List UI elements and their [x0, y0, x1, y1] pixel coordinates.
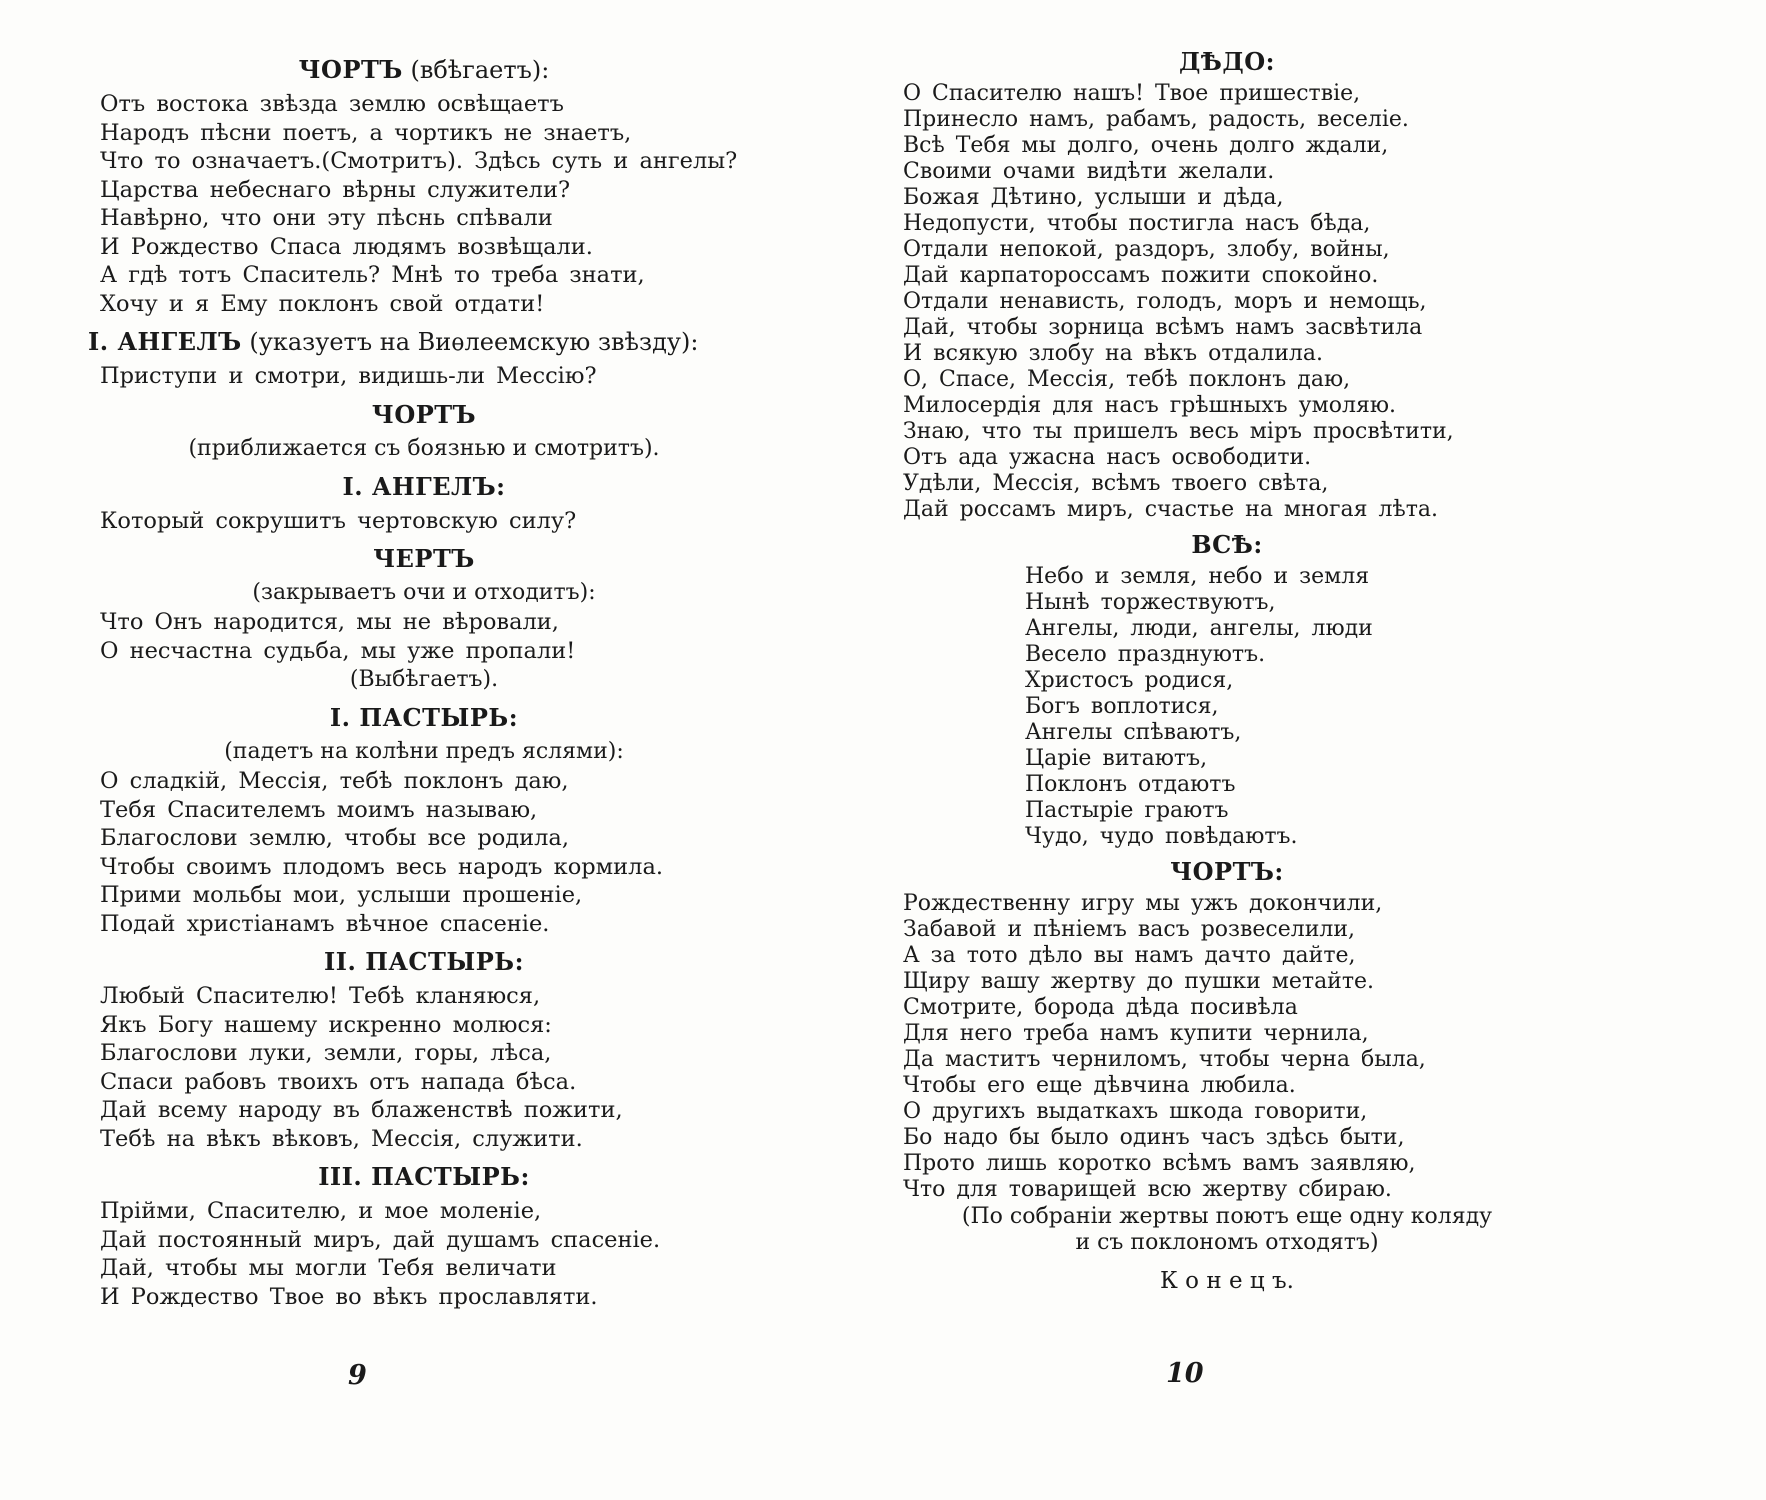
verse-line: Нынѣ торжествуютъ,	[1025, 590, 1276, 615]
verse-line: Рождественну игру мы ужъ докончили,	[903, 891, 1383, 916]
verse-line: Весело празднуютъ.	[1025, 642, 1266, 667]
verse-line: И Рождество Спаса людямъ возвѣщали.	[100, 233, 593, 260]
speaker-heading	[100, 545, 748, 573]
speaker-heading	[88, 328, 748, 356]
verse-line: И Рождество Твое во вѣкъ прославляти.	[100, 1283, 598, 1310]
verse-line: Народъ пѣсни поетъ, а чортикъ не знаетъ,	[100, 119, 632, 146]
verse-line: Что то означаетъ.(Смотритъ). Здѣсь суть и ангелы?	[100, 148, 738, 174]
verse-line: Любый Спасителю! Тебѣ кланяюся,	[100, 983, 541, 1009]
speaker-name: ЧОРТЪ	[298, 55, 403, 84]
verse-line: Да маститъ черниломъ, чтобы черна была,	[903, 1047, 1426, 1072]
verse-block	[100, 90, 748, 318]
verse-block	[100, 982, 748, 1153]
stage-line: (приближается съ боязнью и смотритъ).	[188, 435, 660, 461]
stage-line: (Выбѣгаетъ).	[349, 667, 499, 692]
verse-line: Приступи и смотри, видишь-ли Мессію?	[100, 363, 597, 389]
verse-line: Прими мольбы мои, услыши прошеніе,	[100, 882, 583, 908]
verse-line: Бо надо бы было одинъ часъ здѣсь быти,	[903, 1125, 1405, 1150]
verse-line: Прійми, Спасителю, и мое моленіе,	[100, 1198, 542, 1224]
verse-block	[100, 507, 748, 536]
verse-line: Который сокрушитъ чертовскую силу?	[100, 507, 577, 534]
speaker-name: III. ПАСТЫРЬ:	[318, 1162, 530, 1191]
speaker-heading	[100, 948, 748, 976]
verse-line: Забавой и пѣніемъ васъ розвеселили,	[903, 917, 1356, 942]
verse-line: Щиру вашу жертву до пушки метайте.	[903, 969, 1375, 994]
verse-line: И всякую злобу на вѣкъ отдалила.	[903, 341, 1323, 366]
end-marker	[903, 1268, 1551, 1294]
speaker-name: ДѢДО:	[1178, 47, 1276, 76]
verse-line: Отъ востока звѣзда землю освѣщаетъ	[100, 91, 564, 117]
verse-line: Своими очами видѣти желали.	[903, 159, 1275, 184]
verse-line: Для него треба намъ купити чернила,	[903, 1021, 1369, 1046]
verse-line: Христосъ родися,	[1025, 668, 1234, 693]
verse-line: Божая Дѣтино, услыши и дѣда,	[903, 185, 1284, 210]
verse-block	[100, 1197, 748, 1311]
verse-line: Спаси рабовъ твоихъ отъ напада бѣса.	[100, 1068, 577, 1095]
verse-line: Подай христіанамъ вѣчное спасеніе.	[100, 910, 550, 937]
stage-direction	[100, 666, 748, 694]
verse-line: Навѣрно, что они эту пѣснь спѣвали	[100, 205, 553, 231]
stage-line: и съ поклономъ отходятъ)	[1075, 1230, 1379, 1255]
speaker-name: I. АНГЕЛЪ	[88, 327, 242, 356]
verse-line: Отдали ненависть, голодъ, моръ и немощь,	[903, 289, 1427, 314]
stage-note-inline: (вбѣгаетъ):	[402, 56, 550, 84]
verse-line: Смотрите, борода дѣда посивѣла	[903, 995, 1298, 1020]
speaker-heading	[903, 531, 1551, 559]
speaker-heading	[903, 48, 1551, 76]
verse-block	[100, 767, 748, 938]
verse-line: Дай россамъ миръ, счастье на многая лѣта.	[903, 497, 1438, 522]
page-number-right: 10	[1166, 1358, 1204, 1389]
page-left	[88, 46, 748, 1312]
verse-line: Небо и земля, небо и земля	[1025, 564, 1370, 589]
verse-line: Дай карпатороссамъ пожити спокойно.	[903, 263, 1379, 288]
verse-line: Тебѣ на вѣкъ вѣковъ, Мессія, служити.	[100, 1125, 583, 1152]
speaker-heading	[100, 56, 748, 84]
speaker-heading	[903, 858, 1551, 886]
speaker-name: I. АНГЕЛЪ:	[342, 471, 506, 501]
stage-line: (падетъ на колѣни предъ яслями):	[224, 739, 624, 764]
speaker-name: I. ПАСТЫРЬ:	[329, 703, 519, 732]
verse-line: Пастыріе граютъ	[1025, 798, 1229, 823]
verse-line: Благослови луки, земли, горы, лѣса,	[100, 1040, 552, 1066]
verse-line: Царіе витаютъ,	[1025, 746, 1208, 771]
stage-direction	[100, 579, 748, 607]
speaker-name: ВСѢ:	[1191, 530, 1263, 559]
verse-line: Чудо, чудо повѣдаютъ.	[1025, 824, 1298, 849]
speaker-heading	[100, 1163, 748, 1191]
verse-line: Хочу и я Ему поклонъ свой отдати!	[100, 290, 545, 317]
verse-block	[903, 81, 1551, 523]
verse-block	[100, 362, 748, 391]
page-number-left: 9	[348, 1360, 367, 1391]
verse-line: Богъ воплотися,	[1025, 694, 1219, 719]
verse-line: Удѣли, Мессія, всѣмъ твоего свѣта,	[903, 471, 1329, 496]
verse-line: Поклонъ отдаютъ	[1025, 772, 1236, 797]
verse-line: Ангелы спѣваютъ,	[1025, 720, 1242, 745]
verse-line: Якъ Богу нашему искренно молюся:	[100, 1011, 552, 1038]
stage-note-inline: (указуетъ на Виѳлеемскую звѣзду):	[241, 328, 699, 356]
stage-direction	[100, 738, 748, 766]
verse-line: О другихъ выдаткахъ шкода говорити,	[903, 1099, 1368, 1124]
stage-line: (закрываетъ очи и отходитъ):	[252, 580, 596, 605]
verse-line: Недопусти, чтобы постигла насъ бѣда,	[903, 211, 1371, 236]
speaker-name: II. ПАСТЫРЬ:	[324, 947, 524, 976]
stage-line: (По собраніи жертвы поютъ еще одну коляду	[961, 1204, 1493, 1229]
speaker-name: ЧЕРТЪ	[373, 544, 475, 573]
stage-direction	[100, 435, 748, 463]
verse-line: Тебя Спасителемъ моимъ называю,	[100, 796, 538, 823]
verse-line: А за тото дѣло вы намъ дачто дайте,	[903, 943, 1356, 968]
verse-line: Дай, чтобы зорница всѣмъ намъ засвѣтила	[903, 315, 1423, 340]
verse-block	[100, 608, 748, 665]
speaker-name: ЧОРТЪ:	[1170, 857, 1284, 886]
page-right	[903, 40, 1551, 1294]
verse-line: Прото лишь коротко всѣмъ вамъ заявляю,	[903, 1151, 1416, 1176]
verse-line: А гдѣ тотъ Спаситель? Мнѣ то треба знати,	[100, 262, 645, 288]
verse-block	[903, 891, 1551, 1203]
speaker-heading	[100, 704, 748, 732]
verse-line: Всѣ Тебя мы долго, очень долго ждали,	[903, 133, 1389, 158]
verse-line: О несчастна судьба, мы уже пропали!	[100, 637, 576, 664]
stage-line: К о н е ц ъ.	[1160, 1268, 1294, 1294]
verse-line: Дай всему народу въ блаженствѣ пожити,	[100, 1097, 623, 1123]
verse-line: Ангелы, люди, ангелы, люди	[1025, 616, 1373, 641]
verse-line: Дай, чтобы мы могли Тебя величати	[100, 1255, 557, 1281]
speaker-heading	[100, 401, 748, 429]
verse-line: Милосердія для насъ грѣшныхъ умоляю.	[903, 393, 1396, 418]
verse-line: Знаю, что ты пришелъ весь міръ просвѣтити,	[903, 419, 1454, 444]
verse-line: Чтобы своимъ плодомъ весь народъ кормила.	[100, 853, 664, 880]
verse-line: Что Онъ народится, мы не вѣровали,	[100, 609, 559, 635]
verse-line: О, Спасе, Мессія, тебѣ поклонъ даю,	[903, 367, 1351, 392]
speaker-heading	[100, 473, 748, 501]
verse-line: Царства небеснаго вѣрны служители?	[100, 176, 571, 203]
verse-block	[903, 564, 1551, 850]
verse-line: Благослови землю, чтобы все родила,	[100, 825, 569, 851]
verse-line: Отдали непокой, раздоръ, злобу, войны,	[903, 237, 1390, 262]
verse-line: Отъ ада ужасна насъ освободити.	[903, 445, 1312, 470]
verse-line: Что для товарищей всю жертву сбираю.	[903, 1177, 1392, 1202]
speaker-name: ЧОРТЪ	[371, 399, 477, 429]
verse-line: О Спасителю нашъ! Твое пришествіе,	[903, 81, 1361, 106]
stage-direction	[903, 1204, 1551, 1256]
verse-line: О сладкій, Мессія, тебѣ поклонъ даю,	[100, 768, 569, 794]
verse-line: Принесло намъ, рабамъ, радость, веселіе.	[903, 107, 1409, 132]
verse-line: Чтобы его еще дѣвчина любила.	[903, 1073, 1296, 1098]
verse-line: Дай постоянный миръ, дай душамъ спасеніе.	[100, 1226, 661, 1253]
